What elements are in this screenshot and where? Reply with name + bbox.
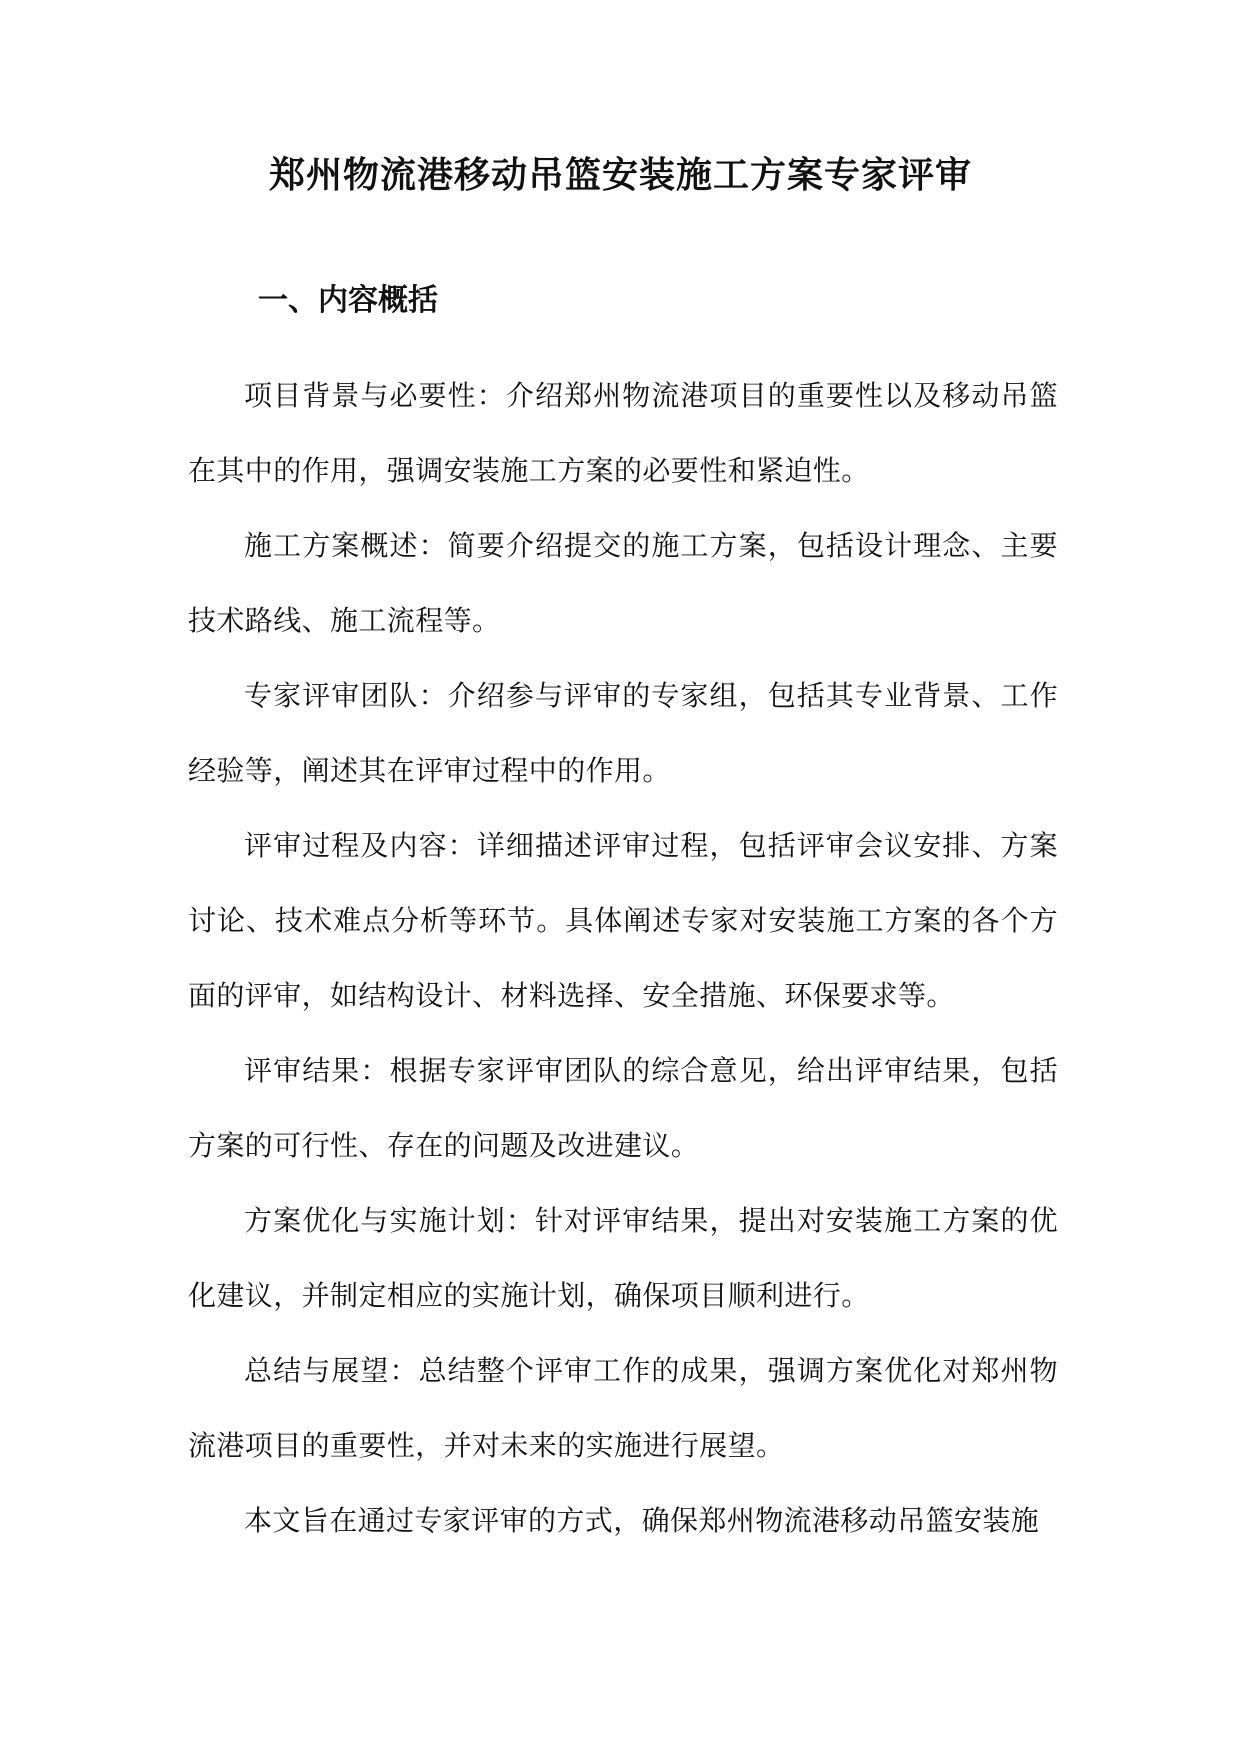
paragraph-review-team: 专家评审团队：介绍参与评审的专家组，包括其专业背景、工作经验等，阐述其在评审过程中的作用。 xyxy=(188,679,1058,787)
paragraph-plan-overview: 施工方案概述：简要介绍提交的施工方案，包括设计理念、主要技术路线、施工流程等。 xyxy=(188,529,1058,637)
paragraph-background: 项目背景与必要性：介绍郑州物流港项目的重要性以及移动吊篮在其中的作用，强调安装施工方案的必要性和紧迫性。 xyxy=(188,379,1058,487)
paragraph-summary: 总结与展望：总结整个评审工作的成果，强调方案优化对郑州物流港项目的重要性，并对未来的实施进行展望。 xyxy=(188,1354,1058,1462)
paragraph-review-results: 评审结果：根据专家评审团队的综合意见，给出评审结果，包括方案的可行性、存在的问题及改进建议。 xyxy=(188,1054,1058,1162)
document-body xyxy=(188,358,1058,1558)
document-title: 郑州物流港移动吊篮安装施工方案专家评审 xyxy=(268,155,972,196)
paragraph-purpose: 本文旨在通过专家评审的方式，确保郑州物流港移动吊篮安装施 xyxy=(244,1504,1040,1537)
paragraph-optimization: 方案优化与实施计划：针对评审结果，提出对安装施工方案的优化建议，并制定相应的实施计划，确保项目顺利进行。 xyxy=(188,1204,1058,1312)
section-heading: 一、内容概括 xyxy=(258,283,438,318)
paragraph-review-process: 评审过程及内容：详细描述评审过程，包括评审会议安排、方案讨论、技术难点分析等环节。具体阐述专家对安装施工方案的各个方面的评审，如结构设计、材料选择、安全措施、环保要求等。 xyxy=(188,829,1058,1012)
